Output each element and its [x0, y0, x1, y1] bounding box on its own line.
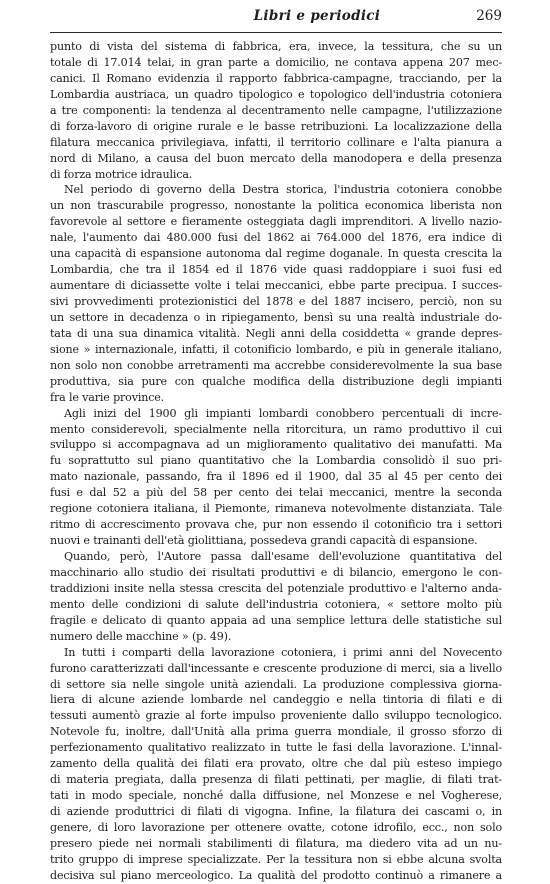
text-line: di forza motrice idraulica.: [50, 167, 193, 181]
text-line: filatura meccanica privilegiava, infatti, il territorio collinare e l'alta pianura a: [50, 135, 502, 149]
text-line: produttiva, sia pure con qualche modifica della distribuzione degli impianti: [50, 374, 502, 388]
text-line: totale di 17.014 telai, in gran parte a domicilio, ne contava appena 207 mec-: [50, 55, 502, 69]
text-line: un settore in decadenza o in ripiegamento, bensì su una realtà industriale do-: [50, 310, 502, 324]
running-header: [50, 8, 502, 33]
text-line: di forza-lavoro di origine rurale e le basse retribuzioni. La localizzazione della: [50, 119, 502, 133]
text-line: numero delle macchine » (p. 49).: [50, 629, 232, 643]
text-line: a tre componenti: la tendenza al decentramento nelle campagne, l'utilizzazione: [50, 103, 502, 117]
text-line: furono caratterizzati dall'incessante e crescente produzione di merci, sia a livello: [50, 661, 502, 675]
text-line: perfezionamento qualitativo realizzato in tutte le fasi della lavorazione. L'innal-: [50, 741, 502, 755]
text-line: ritmo di accrescimento provava che, pur non essendo il cotonificio tra i settori: [50, 518, 502, 532]
paragraph: [50, 39, 502, 182]
text-line: fu soprattutto sul piano quantitativo che la Lombardia consolidò il suo pri-: [50, 454, 502, 468]
text-line: nale, l'aumento dai 480.000 fusi del 1862 ai 764.000 del 1876, era indice di: [50, 231, 502, 245]
paragraph: [50, 182, 502, 405]
text-line: decisiva sul piano merceologico. La qualità del prodotto continuò a rimanere a: [50, 868, 502, 882]
text-line: nuovi e trainanti dell'età giolittiana, possedeva grandi capacità di espansione.: [50, 534, 478, 548]
text-line: fragile e delicato di quanto appaia ad una semplice lettura delle statistiche sul: [50, 613, 502, 627]
text-line: sione » internazionale, infatti, il cotonificio lombardo, e più in generale italiano,: [50, 342, 502, 356]
text-line: mento considerevoli, specialmente nella ritorcitura, un ramo produttivo il cui: [50, 422, 502, 436]
text-line: trito gruppo di imprese specializzate. Per la tessitura non si ebbe alcuna svolta: [50, 852, 502, 866]
text-line: di aziende produttrici di filati di vigogna. Infine, la filatura dei cascami o, in: [50, 805, 502, 818]
text-line: genere, di loro lavorazione per ottenere ovatte, cotone idrofilo, ecc., non solo: [50, 820, 502, 834]
text-line: zamento della qualità dei filati era provato, oltre che dal più esteso impiego: [50, 757, 502, 771]
text-line: tata di una sua dinamica vitalità. Negli anni della cosiddetta « grande depres-: [50, 326, 502, 340]
article-body: [50, 39, 502, 884]
text-line: Lombardia, che tra il 1854 ed il 1876 vide quasi raddoppiare i suoi fusi ed: [50, 263, 502, 277]
text-line: di settore sia nelle singole unità aziendali. La produzione complessiva giorna-: [50, 677, 502, 691]
text-line: tessuti aumentò grazie al forte impulso proveniente dallo sviluppo tecnologico.: [50, 709, 502, 723]
text-line: traddizioni insite nella stessa crescita del potenziale produttivo e l'alterno anda-: [50, 581, 502, 595]
text-line: fusi e dal 52 a più del 58 per cento dei telai meccanici, mentre la seconda: [50, 486, 502, 500]
text-line: nord di Milano, a causa del buon mercato della manodopera e della presenza: [50, 151, 502, 165]
text-line: sivi provvedimenti protezionistici del 1878 e del 1887 incisero, perciò, non su: [50, 295, 502, 308]
text-line: aumentare di diciassette volte i telai meccanici, ebbe parte precipua. I succes-: [50, 279, 502, 293]
text-line: regione cotoniera italiana, il Piemonte, rimaneva notevolmente distanziata. Tale: [50, 502, 502, 516]
text-line: liera di alcune aziende lombarde nel candeggio e nella tintoria di filati e di: [50, 693, 502, 707]
text-line: non solo non conobbe arretramenti ma accrebbe considerevolmente la sua base: [50, 358, 502, 372]
text-line: sviluppo si accompagnava ad un miglioramento qualitativo dei manufatti. Ma: [50, 438, 502, 452]
page-number: 269: [476, 8, 502, 24]
text-line: mato nazionale, passando, fra il 1896 ed il 1900, dal 35 al 45 per cento dei: [50, 470, 502, 484]
text-line: Notevole fu, inoltre, dall'Unità alla prima guerra mondiale, il grosso sforzo di: [50, 725, 502, 739]
text-line: un non trascurabile progresso, nonostante la politica economica liberista non: [50, 199, 502, 213]
text-line: tati in modo speciale, nonché dalla diffusione, nel Monzese e nel Vogherese,: [50, 789, 502, 803]
text-line: Nel periodo di governo della Destra storica, l'industria cotoniera conobbe: [64, 183, 502, 197]
paragraph: [50, 406, 502, 549]
text-line: punto di vista del sistema di fabbrica, era, invece, la tessitura, che su un: [50, 40, 502, 53]
text-line: canici. Il Romano evidenzia il rapporto fabbrica-campagne, tracciando, per la: [50, 71, 502, 85]
text-line: presero piede nei normali stabilimenti di filatura, ma diedero vita ad un nu-: [50, 836, 502, 850]
paragraph: [50, 645, 502, 884]
text-line: Quando, però, l'Autore passa dall'esame dell'evoluzione quantitativa del: [64, 550, 502, 563]
text-line: di materia pregiata, dalla presenza di filati pettinati, per maglie, di filati trat-: [50, 773, 502, 787]
text-line: mento delle condizioni di salute dell'industria cotoniera, « settore molto più: [50, 597, 502, 611]
text-line: macchinario allo studio dei risultati produttivi e di bilancio, emergono le con-: [50, 565, 502, 579]
text-line: una capacità di espansione autonoma dal regime doganale. In questa crescita la: [50, 247, 502, 261]
text-line: favorevole al settore e fieramente osteggiata dagli imprenditori. A livello nazio-: [50, 215, 502, 229]
text-line: In tutti i comparti della lavorazione cotoniera, i primi anni del Novecento: [64, 645, 502, 659]
journal-section-title: Libri e periodici: [253, 8, 381, 24]
text-line: Agli inizi del 1900 gli impianti lombardi conobbero percentuali di incre-: [64, 406, 502, 420]
text-line: Lombardia austriaca, un quadro tipologico e topologico dell'industria cotoniera: [50, 87, 502, 101]
paragraph: [50, 549, 502, 645]
text-line: fra le varie province.: [50, 390, 165, 404]
